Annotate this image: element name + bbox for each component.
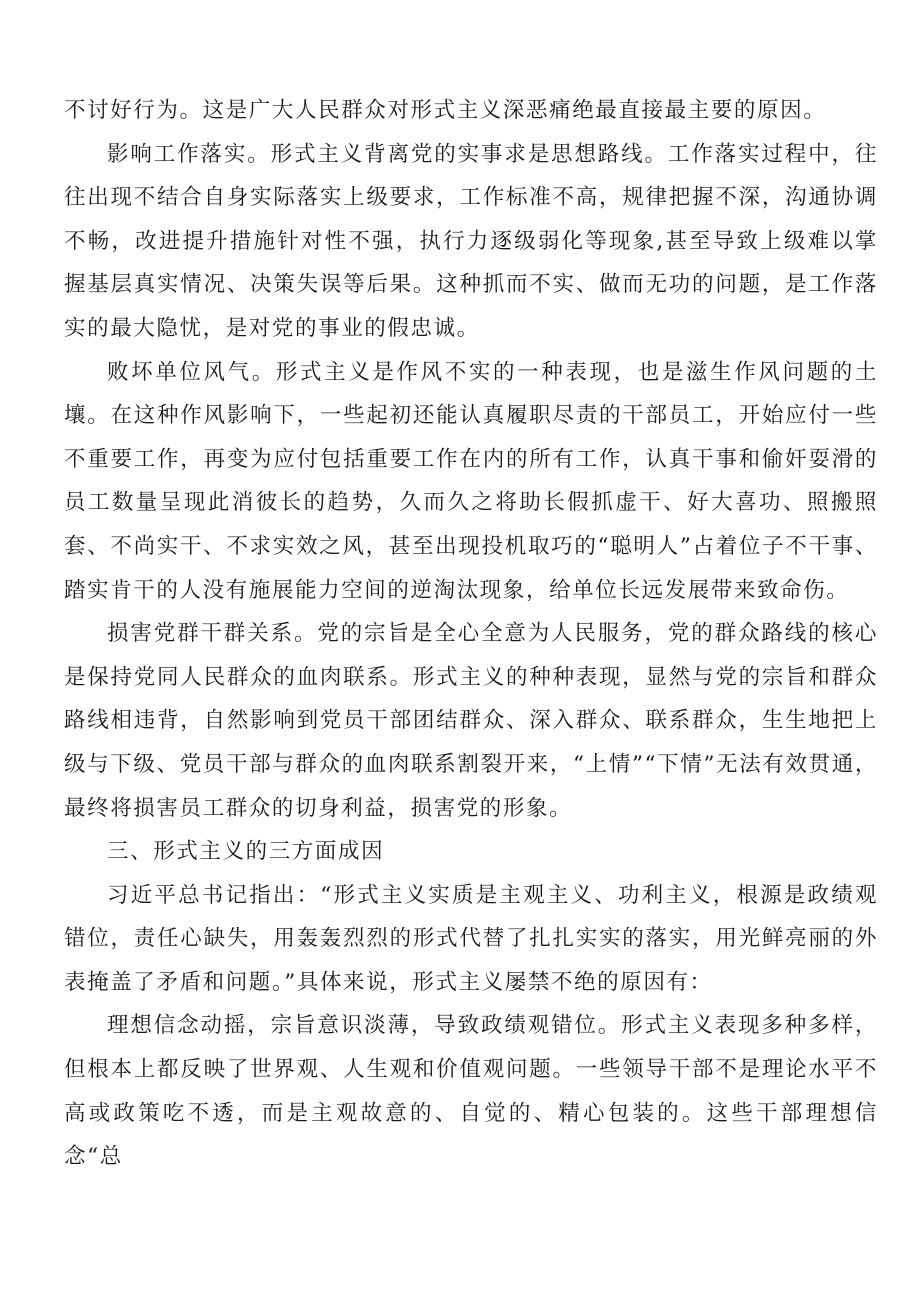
paragraph-ideals: 理想信念动摇，宗旨意识淡薄，导致政绩观错位。形式主义表现多种多样，但根本上都反映了世界观、人生观和价值观问题。一些领导干部不是理论水平不高或政策吃不透，而是主观故意的、自觉的、精心包装的。这些干部理想信念“总 <box>64 1013 878 1170</box>
section-heading: 三、形式主义的三方面成因 <box>107 839 385 865</box>
paragraph-party-relations: 损害党群干群关系。党的宗旨是全心全意为人民服务，党的群众路线的核心是保持党同人民群众的血肉联系。形式主义的种种表现，显然与党的宗旨和群众路线相违背，自然影响到党员干部团结群众、深入群众、联系群众，生生地把上级与下级、党员干部与群众的血肉联系割裂开来，“上情”“下情”无法有效贯通，最终将损害员工群众的切身利益，损害党的形象。 <box>64 621 878 821</box>
paragraph-continuation: 不讨好行为。这是广大人民群众对形式主义深恶痛绝最直接最主要的原因。 <box>64 98 827 123</box>
paragraph-quote: 习近平总书记指出：“形式主义实质是主观主义、功利主义，根源是政绩观错位，责任心缺失，用轰轰烈烈的形式代替了扎扎实实的落实，用光鲜亮丽的外表掩盖了矛盾和问题。”具体来说，形式主义屡禁不绝的原因有： <box>64 882 878 995</box>
paragraph-unit-culture: 败坏单位风气。形式主义是作风不实的一种表现，也是滋生作风问题的土壤。在这种作风影响下，一些起初还能认真履职尽责的干部员工，开始应付一些不重要工作，再变为应付包括重要工作在内的所有工作，认真干事和偷奸耍滑的员工数量呈现此消彼长的趋势，久而久之将助长假抓虚干、好大喜功、照搬照套、不尚实干、不求实效之风，甚至出现投机取巧的“聪明人”占着位子不干事、踏实肯干的人没有施展能力空间的逆淘汰现象，给单位长远发展带来致命伤。 <box>64 359 878 603</box>
paragraph-work-implementation: 影响工作落实。形式主义背离党的实事求是思想路线。工作落实过程中，往往出现不结合自身实际落实上级要求，工作标准不高，规律把握不深，沟通协调不畅，改进提升措施针对性不强，执行力逐级弱化等现象,甚至导致上级难以掌握基层真实情况、决策失误等后果。这种抓而不实、做而无功的问题，是工作落实的最大隐忧，是对党的事业的假忠诚。 <box>64 141 878 341</box>
